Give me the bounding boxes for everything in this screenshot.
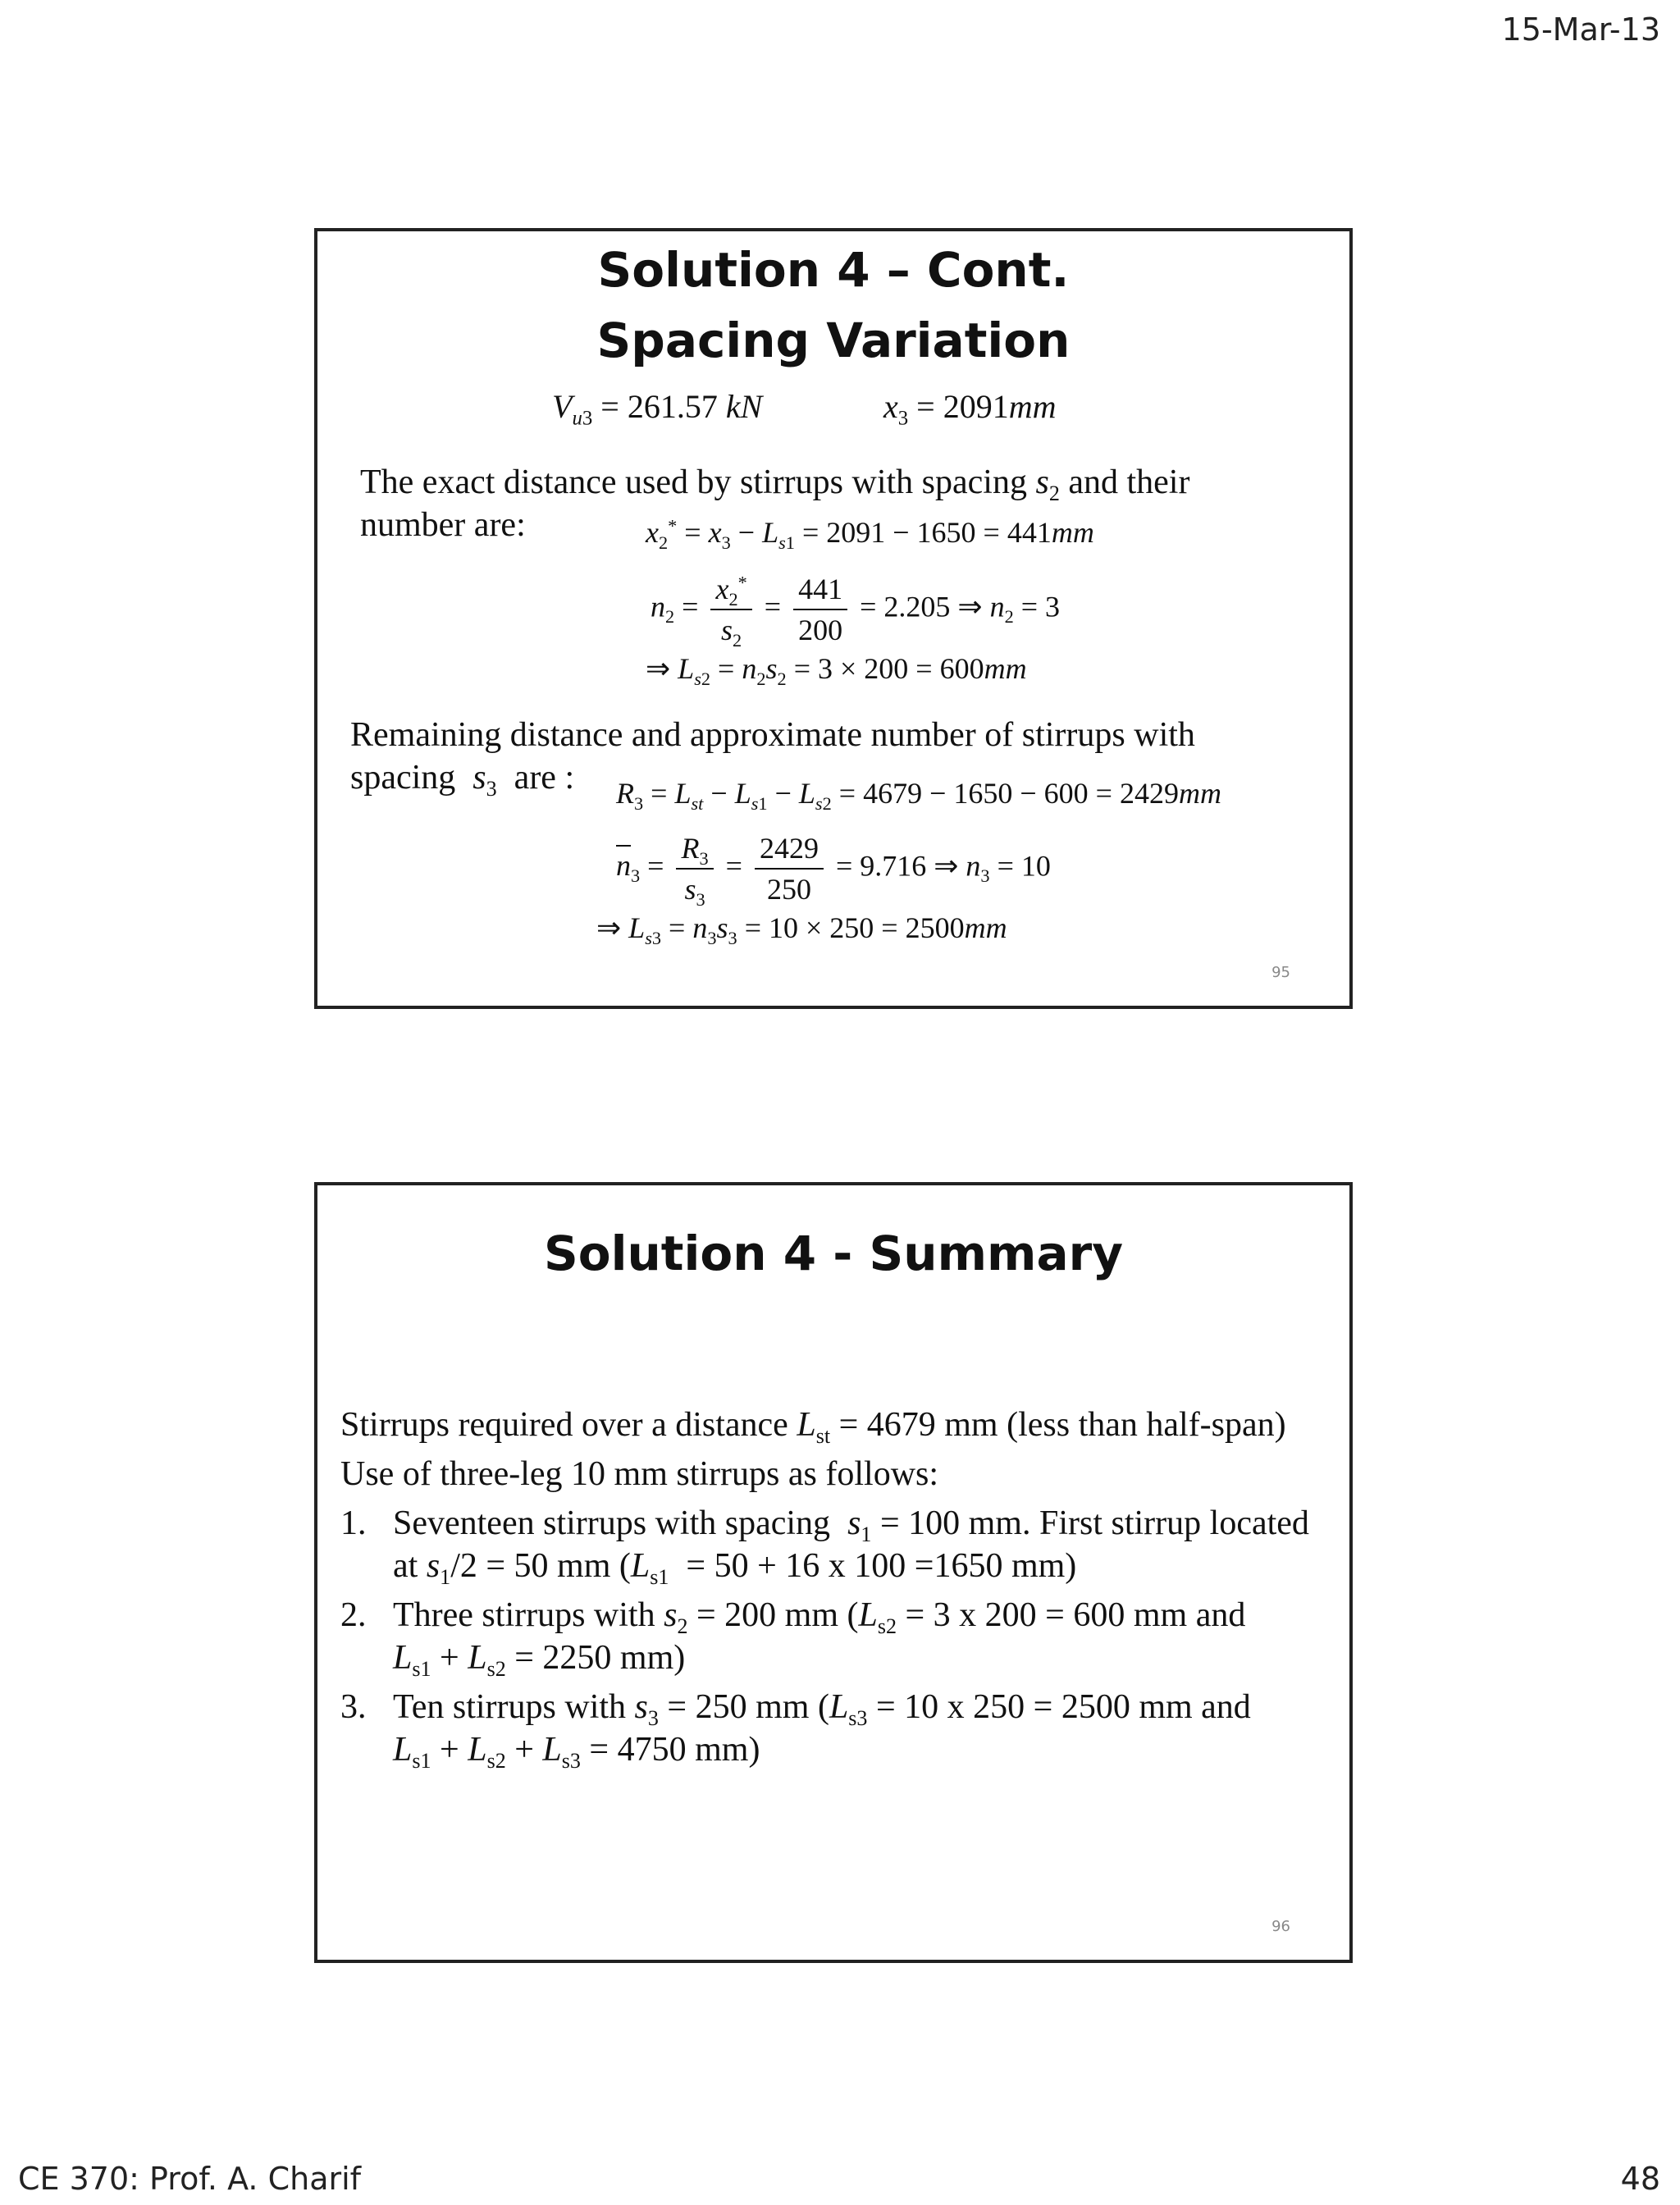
- footer-course-label: CE 370: Prof. A. Charif: [18, 2161, 362, 2197]
- eq-vu3: $V_{u3} = 261.57$ kN: [552, 388, 763, 430]
- slide-title-line1: Solution 4 – Cont.: [597, 242, 1070, 298]
- eq-x3: $x_3 = 2091mm$: [883, 388, 1057, 430]
- eq-r3: $R_3 = L_{st} - L_{s1} - L_{s2} = 4679 - 1650 - 600 = 2429mm$: [616, 777, 1221, 814]
- summary-line-2: Use of three-leg 10 mm stirrups as follows:: [340, 1455, 939, 1493]
- text-remaining-distance: Remaining distance and approximate number of stirrups with spacing $s_3$ are :: [350, 716, 1195, 801]
- eq-x2-star: $x_2^* = x_3 - L_{s1} = 2091 - 1650 = 441mm$: [646, 515, 1094, 553]
- slide-title: Solution 4 - Summary: [543, 1226, 1124, 1281]
- eq-n2: $n_2$ = $\frac{x_2^*}{s_2}$ = $\frac{441}{200}$ = 2.205 ⇒ $n_2 = 3$: [651, 569, 1060, 650]
- eq-n3: $n_3$ = $\frac{R_3}{s_3}$ = $\frac{2429}{250}$ = 9.716 ⇒ $n_3 = 10$: [616, 829, 1051, 909]
- slide-number: 96: [1271, 1918, 1290, 1935]
- list-item: 1. Seventeen stirrups with spacing $s_1 = 100$ mm. First stirrup located at $s_1/2 = 50$ mm ($L_{s1} = 50 + 16$ x 100 =1650 mm): [340, 1504, 1309, 1590]
- slide-96: [314, 1182, 1353, 1963]
- page-number: 48: [1620, 2161, 1660, 2197]
- slide-number: 95: [1271, 964, 1290, 981]
- eq-ls3: ⇒ $L_{s3} = n_3s_3 = 10 \times 250 = 2500mm$: [596, 911, 1007, 948]
- slide-95: [314, 228, 1353, 1009]
- summary-body: [340, 1404, 1333, 1774]
- text-exact-distance: The exact distance used by stirrups with spacing $s_2$ and their number are:: [360, 463, 1190, 544]
- slide-title-line2: Spacing Variation: [596, 313, 1071, 368]
- eq-ls2: ⇒ $L_{s2} = n_2s_2 = 3 \times 200 = 600mm$: [646, 652, 1027, 689]
- list-item: 2. Three stirrups with $s_2 = 200$ mm ($L_{s2} = 3$ x 200 = 600 mm and $L_{s1} + L_{s2} = 2250$ mm): [340, 1596, 1246, 1682]
- page-date: 15-Mar-13: [1501, 11, 1660, 48]
- list-item: 3. Ten stirrups with $s_3 = 250$ mm ($L_{s3} = 10$ x 250 = 2500 mm and $L_{s1} + L_{s2} + L_{s3} = 4750$ mm): [340, 1688, 1251, 1774]
- summary-line-1: Stirrups required over a distance $L_{st} = 4679$ mm (less than half-span): [340, 1406, 1286, 1449]
